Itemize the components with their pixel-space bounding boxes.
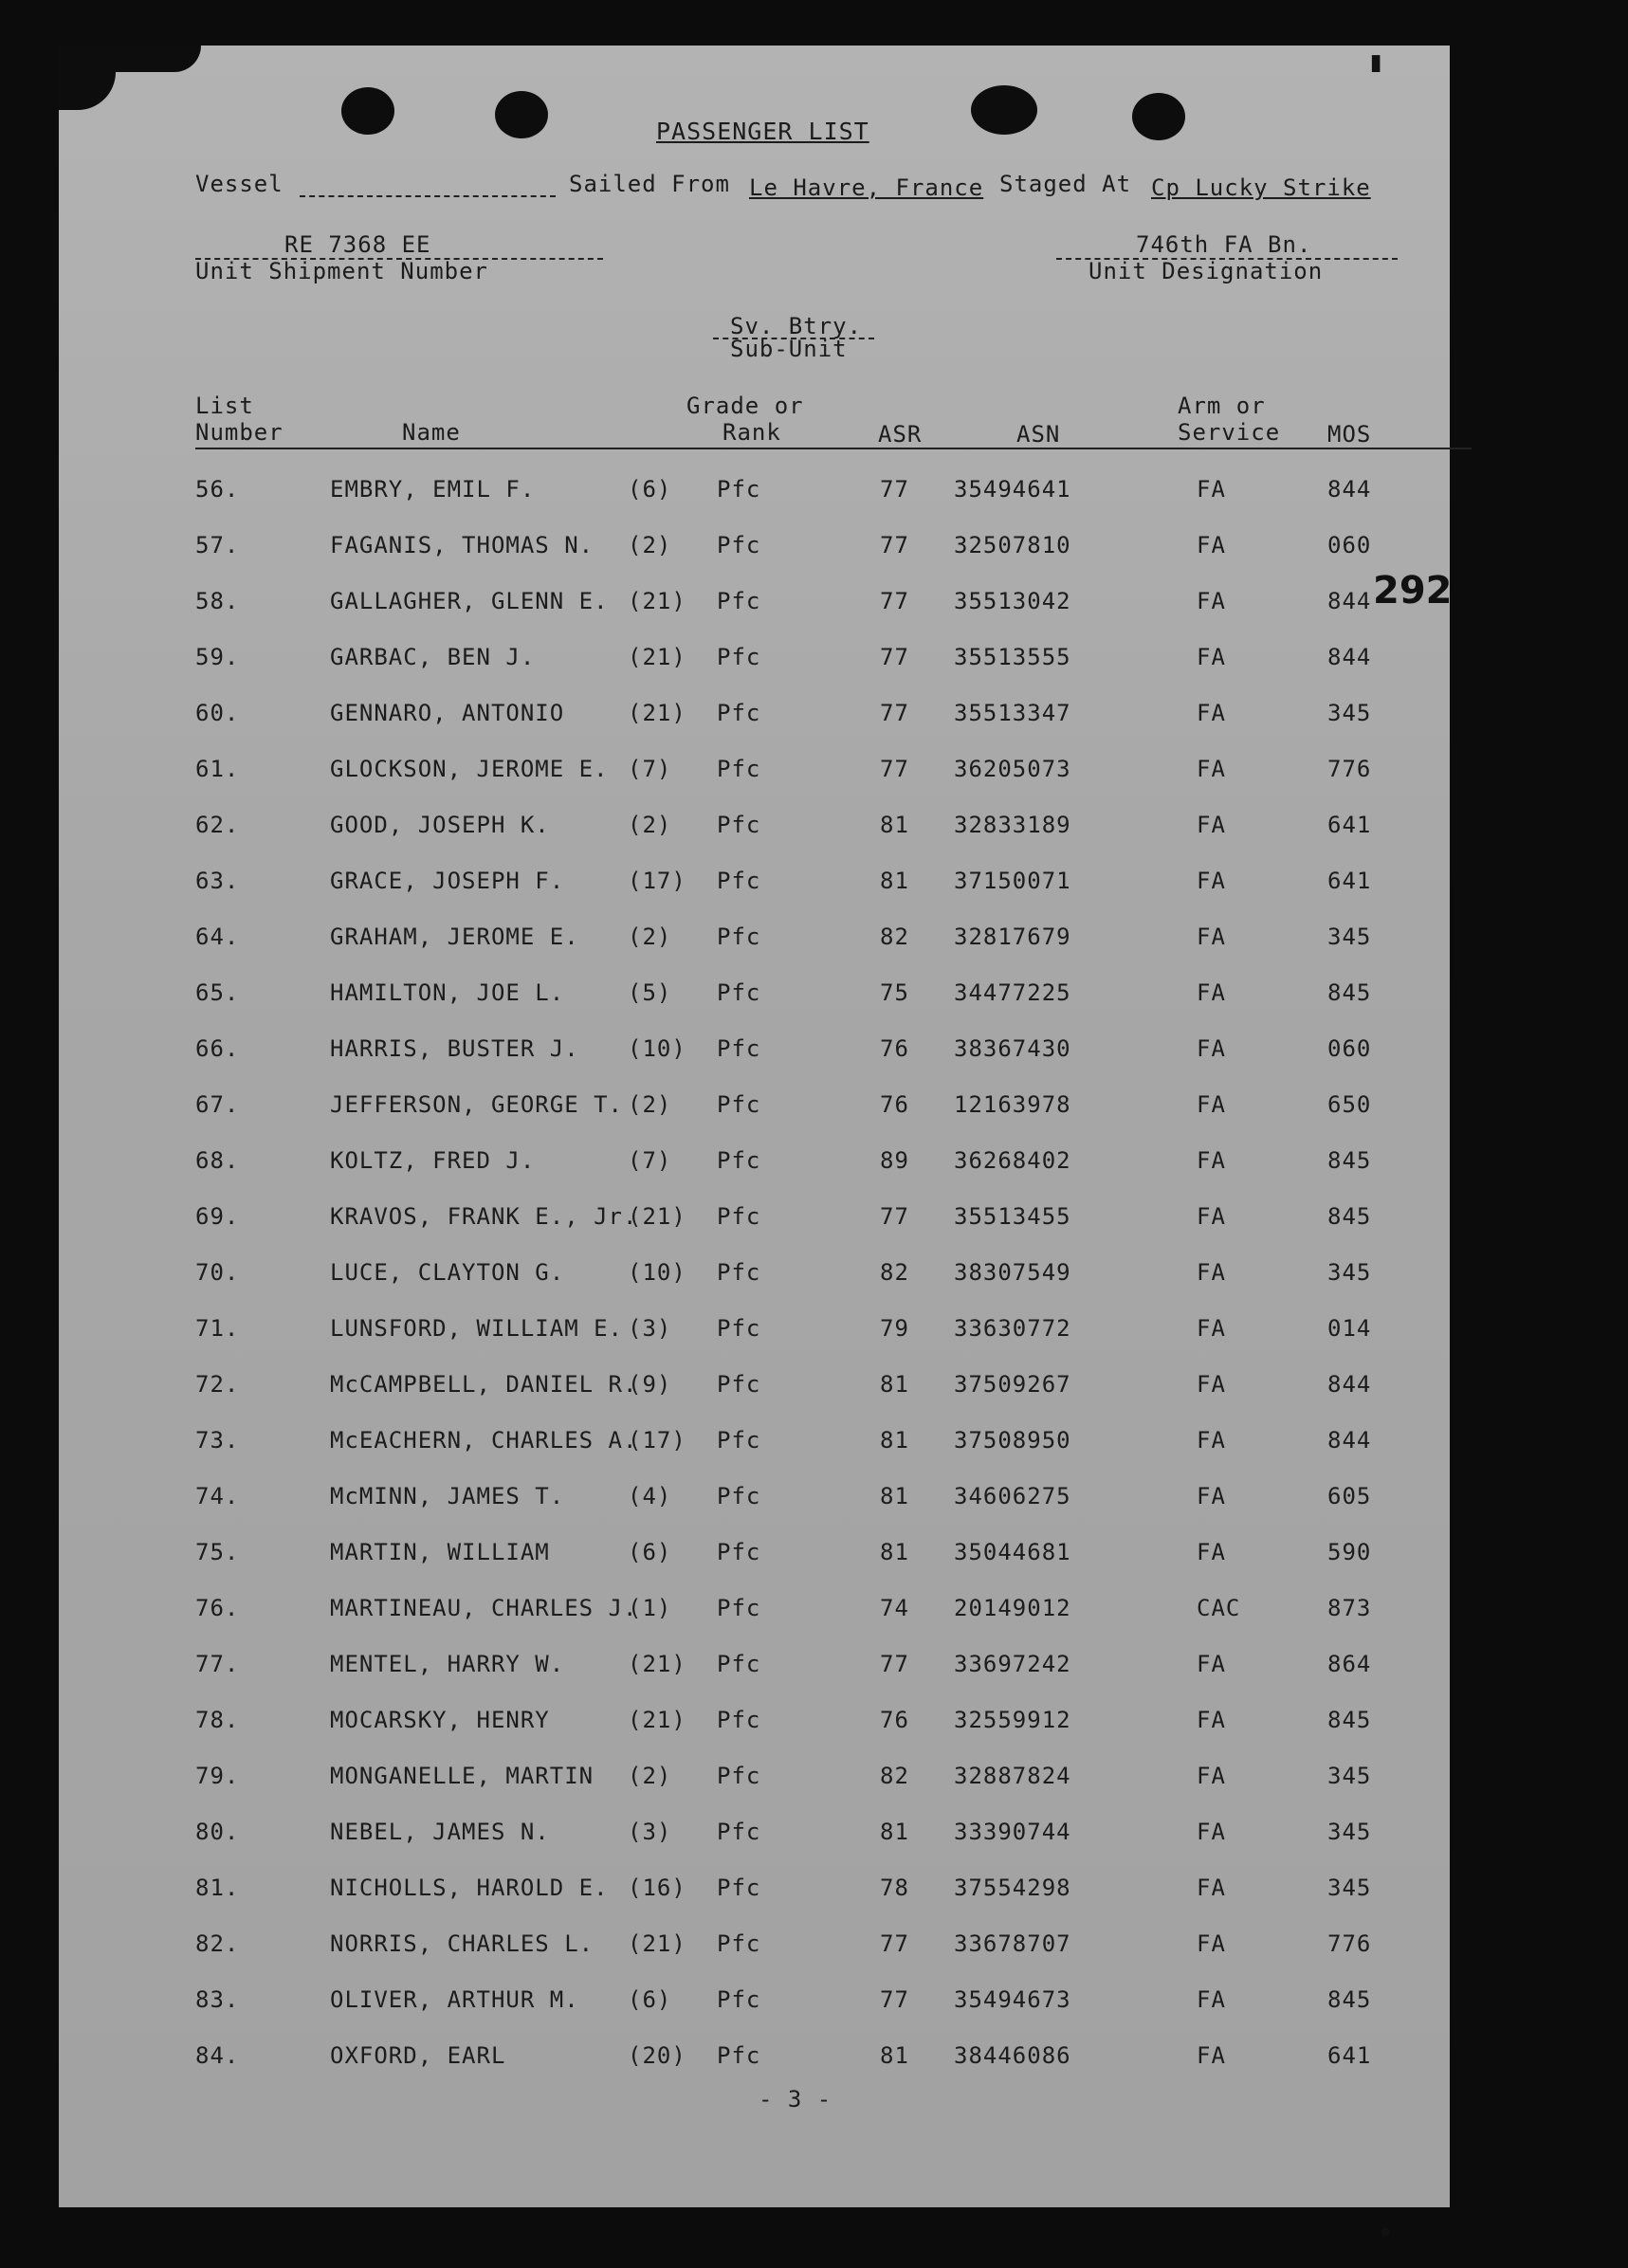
table-row (59, 2042, 1450, 2080)
asr: 74 (880, 1595, 909, 1621)
arm-or-service: FA (1197, 1819, 1226, 1845)
vessel-line (300, 195, 556, 197)
grade-code: (6) (628, 1986, 672, 2013)
list-number: 72. (195, 1371, 240, 1398)
table-row (59, 1707, 1450, 1745)
list-number: 81. (195, 1875, 240, 1901)
table-row (59, 588, 1450, 626)
table-row (59, 1147, 1450, 1185)
list-number: 82. (195, 1930, 240, 1957)
grade-code: (1) (628, 1595, 672, 1621)
list-number: 59. (195, 644, 240, 670)
mos: 345 (1327, 1763, 1372, 1789)
asn: 35513347 (954, 700, 1071, 726)
arm-or-service: FA (1197, 1539, 1226, 1565)
header-rule (195, 448, 1472, 449)
passenger-name: MENTEL, HARRY W. (330, 1651, 565, 1677)
header-grade: Grade or (686, 393, 804, 419)
mos: 776 (1327, 1930, 1372, 1957)
asn: 33630772 (954, 1315, 1071, 1342)
grade-code: (2) (628, 532, 672, 558)
asr: 77 (880, 1930, 909, 1957)
asr: 76 (880, 1035, 909, 1062)
passenger-name: MARTINEAU, CHARLES J. (330, 1595, 638, 1621)
asr: 77 (880, 476, 909, 503)
asn: 32887824 (954, 1763, 1071, 1789)
asn: 35494641 (954, 476, 1071, 503)
passenger-name: EMBRY, EMIL F. (330, 476, 536, 503)
asr: 81 (880, 2042, 909, 2069)
arm-or-service: FA (1197, 1371, 1226, 1398)
asr: 76 (880, 1707, 909, 1733)
arm-or-service: FA (1197, 979, 1226, 1006)
table-row (59, 1483, 1450, 1521)
staged-at-label: Staged At (999, 171, 1132, 197)
asr: 78 (880, 1875, 909, 1901)
list-number: 71. (195, 1315, 240, 1342)
list-number: 83. (195, 1986, 240, 2013)
asr: 81 (880, 812, 909, 838)
unit-shipment-number-value: RE 7368 EE (284, 231, 431, 258)
list-number: 58. (195, 588, 240, 614)
passenger-name: MONGANELLE, MARTIN (330, 1763, 594, 1789)
mos: 590 (1327, 1539, 1372, 1565)
passenger-name: McMINN, JAMES T. (330, 1483, 565, 1509)
asr: 77 (880, 1203, 909, 1230)
passenger-name: GENNARO, ANTONIO (330, 700, 565, 726)
asr: 81 (880, 1371, 909, 1398)
table-row (59, 700, 1450, 738)
grade-code: (21) (628, 700, 686, 726)
arm-or-service: FA (1197, 644, 1226, 670)
table-row (59, 1315, 1450, 1353)
mos: 641 (1327, 2042, 1372, 2069)
asn: 32817679 (954, 924, 1071, 950)
grade-code: (10) (628, 1259, 686, 1286)
mos: 844 (1327, 1371, 1372, 1398)
rank: Pfc (717, 1203, 761, 1230)
passenger-name: NEBEL, JAMES N. (330, 1819, 550, 1845)
rank: Pfc (717, 1147, 761, 1174)
arm-or-service: FA (1197, 1986, 1226, 2013)
arm-or-service: FA (1197, 1315, 1226, 1342)
list-number: 63. (195, 868, 240, 894)
list-number: 56. (195, 476, 240, 503)
grade-code: (7) (628, 1147, 672, 1174)
asr: 75 (880, 979, 909, 1006)
asr: 81 (880, 1539, 909, 1565)
asr: 81 (880, 1483, 909, 1509)
grade-code: (21) (628, 588, 686, 614)
rank: Pfc (717, 1875, 761, 1901)
asr: 89 (880, 1147, 909, 1174)
asr: 82 (880, 1763, 909, 1789)
asn: 34606275 (954, 1483, 1071, 1509)
table-row (59, 1819, 1450, 1856)
asn: 35494673 (954, 1986, 1071, 2013)
arm-or-service: FA (1197, 588, 1226, 614)
table-row (59, 924, 1450, 961)
header-mos: MOS (1327, 421, 1372, 448)
list-number: 78. (195, 1707, 240, 1733)
mos: 641 (1327, 868, 1372, 894)
grade-code: (4) (628, 1483, 672, 1509)
passenger-list-page (59, 46, 1453, 2250)
rank: Pfc (717, 1651, 761, 1677)
list-number: 68. (195, 1147, 240, 1174)
asn: 12163978 (954, 1091, 1071, 1118)
mos: 873 (1327, 1595, 1372, 1621)
header-arm: Service (1178, 419, 1281, 446)
list-number: 65. (195, 979, 240, 1006)
header-list-number: List (195, 393, 254, 419)
passenger-name: GALLAGHER, GLENN E. (330, 588, 609, 614)
mos: 345 (1327, 1819, 1372, 1845)
asn: 37509267 (954, 1371, 1071, 1398)
grade-code: (6) (628, 476, 672, 503)
rank: Pfc (717, 1315, 761, 1342)
sub-unit-label: Sub-Unit (730, 336, 848, 362)
mos: 345 (1327, 1875, 1372, 1901)
mos: 844 (1327, 644, 1372, 670)
passenger-name: GRACE, JOSEPH F. (330, 868, 565, 894)
grade-code: (7) (628, 756, 672, 782)
list-number: 75. (195, 1539, 240, 1565)
ink-mark: ▮ (1367, 46, 1385, 79)
arm-or-service: FA (1197, 1203, 1226, 1230)
mos: 641 (1327, 812, 1372, 838)
rank: Pfc (717, 1707, 761, 1733)
header-name: Name (402, 419, 461, 446)
rank: Pfc (717, 1259, 761, 1286)
staged-at-value: Cp Lucky Strike (1151, 174, 1371, 201)
mos: 845 (1327, 979, 1372, 1006)
rank: Pfc (717, 1930, 761, 1957)
grade-code: (2) (628, 924, 672, 950)
table-row (59, 532, 1450, 570)
grade-code: (2) (628, 1763, 672, 1789)
unit-designation-label: Unit Designation (1088, 258, 1324, 284)
list-number: 60. (195, 700, 240, 726)
passenger-name: McCAMPBELL, DANIEL R. (330, 1371, 638, 1398)
asr: 81 (880, 1427, 909, 1454)
list-number: 80. (195, 1819, 240, 1845)
table-row (59, 1875, 1450, 1912)
grade-code: (21) (628, 1203, 686, 1230)
torn-corner (59, 46, 201, 72)
asn: 36205073 (954, 756, 1071, 782)
header-asr: ASR (878, 421, 923, 448)
asn: 35513455 (954, 1203, 1071, 1230)
arm-or-service: FA (1197, 2042, 1226, 2069)
header-list-number: Number (195, 419, 284, 446)
passenger-name: McEACHERN, CHARLES A. (330, 1427, 638, 1454)
table-row (59, 1427, 1450, 1465)
grade-code: (2) (628, 1091, 672, 1118)
table-row (59, 476, 1450, 514)
table-row (59, 1091, 1450, 1129)
punch-hole (495, 91, 548, 138)
asr: 77 (880, 700, 909, 726)
asn: 35044681 (954, 1539, 1071, 1565)
rank: Pfc (717, 1539, 761, 1565)
asn: 33697242 (954, 1651, 1071, 1677)
arm-or-service: FA (1197, 1930, 1226, 1957)
passenger-name: GOOD, JOSEPH K. (330, 812, 550, 838)
passenger-name: GRAHAM, JEROME E. (330, 924, 579, 950)
page-number: - 3 - (759, 2086, 832, 2113)
asn: 35513042 (954, 588, 1071, 614)
grade-code: (3) (628, 1819, 672, 1845)
table-row (59, 1930, 1450, 1968)
grade-code: (2) (628, 812, 672, 838)
grade-code: (16) (628, 1875, 686, 1901)
mos: 844 (1327, 476, 1372, 503)
header-arm: Arm or (1178, 393, 1266, 419)
asn: 33390744 (954, 1819, 1071, 1845)
passenger-name: MOCARSKY, HENRY (330, 1707, 550, 1733)
vessel-label: Vessel (195, 171, 284, 197)
passenger-name: KRAVOS, FRANK E., Jr. (330, 1203, 638, 1230)
mos: 845 (1327, 1203, 1372, 1230)
arm-or-service: FA (1197, 1147, 1226, 1174)
asr: 82 (880, 924, 909, 950)
asn: 37554298 (954, 1875, 1071, 1901)
arm-or-service: FA (1197, 868, 1226, 894)
asn: 38446086 (954, 2042, 1071, 2069)
list-number: 57. (195, 532, 240, 558)
torn-corner (59, 72, 116, 110)
asn: 32833189 (954, 812, 1071, 838)
arm-or-service: FA (1197, 924, 1226, 950)
rank: Pfc (717, 1091, 761, 1118)
mos: 844 (1327, 588, 1372, 614)
asr: 79 (880, 1315, 909, 1342)
asr: 77 (880, 644, 909, 670)
arm-or-service: FA (1197, 1483, 1226, 1509)
arm-or-service: FA (1197, 1427, 1226, 1454)
passenger-name: FAGANIS, THOMAS N. (330, 532, 594, 558)
grade-code: (20) (628, 2042, 686, 2069)
list-number: 61. (195, 756, 240, 782)
rank: Pfc (717, 700, 761, 726)
table-row (59, 868, 1450, 905)
rank: Pfc (717, 532, 761, 558)
grade-code: (21) (628, 1930, 686, 1957)
asr: 76 (880, 1091, 909, 1118)
table-row (59, 1763, 1450, 1801)
list-number: 73. (195, 1427, 240, 1454)
table-row (59, 644, 1450, 682)
arm-or-service: FA (1197, 1875, 1226, 1901)
table-row (59, 1035, 1450, 1073)
list-number: 76. (195, 1595, 240, 1621)
rank: Pfc (717, 644, 761, 670)
grade-code: (6) (628, 1539, 672, 1565)
rank: Pfc (717, 1371, 761, 1398)
rank: Pfc (717, 812, 761, 838)
list-number: 64. (195, 924, 240, 950)
unit-shipment-number-label: Unit Shipment Number (195, 258, 488, 284)
asn: 37508950 (954, 1427, 1071, 1454)
table-row (59, 1539, 1450, 1577)
table-row (59, 1259, 1450, 1297)
mos: 014 (1327, 1315, 1372, 1342)
mos: 060 (1327, 532, 1372, 558)
mos: 345 (1327, 700, 1372, 726)
arm-or-service: FA (1197, 1651, 1226, 1677)
asn: 35513555 (954, 644, 1071, 670)
asr: 82 (880, 1259, 909, 1286)
arm-or-service: FA (1197, 476, 1226, 503)
arm-or-service: FA (1197, 700, 1226, 726)
mos: 060 (1327, 1035, 1372, 1062)
rank: Pfc (717, 1035, 761, 1062)
punch-hole (1132, 93, 1185, 140)
passenger-name: OXFORD, EARL (330, 2042, 506, 2069)
rank: Pfc (717, 588, 761, 614)
table-row (59, 756, 1450, 794)
passenger-name: JEFFERSON, GEORGE T. (330, 1091, 623, 1118)
table-row (59, 979, 1450, 1017)
grade-code: (5) (628, 979, 672, 1006)
document-title: PASSENGER LIST (656, 118, 869, 145)
list-number: 70. (195, 1259, 240, 1286)
asn: 33678707 (954, 1930, 1071, 1957)
arm-or-service: FA (1197, 1035, 1226, 1062)
passenger-name: NICHOLLS, HAROLD E. (330, 1875, 609, 1901)
rank: Pfc (717, 979, 761, 1006)
table-row (59, 812, 1450, 850)
list-number: 62. (195, 812, 240, 838)
asr: 77 (880, 1651, 909, 1677)
asn: 34477225 (954, 979, 1071, 1006)
grade-code: (21) (628, 1707, 686, 1733)
mos: 345 (1327, 924, 1372, 950)
asn: 32559912 (954, 1707, 1071, 1733)
asr: 81 (880, 868, 909, 894)
arm-or-service: CAC (1197, 1595, 1241, 1621)
rank: Pfc (717, 2042, 761, 2069)
table-row (59, 1595, 1450, 1633)
passenger-name: HAMILTON, JOE L. (330, 979, 565, 1006)
grade-code: (17) (628, 1427, 686, 1454)
grade-code: (10) (628, 1035, 686, 1062)
arm-or-service: FA (1197, 532, 1226, 558)
grade-code: (21) (628, 644, 686, 670)
asr: 77 (880, 1986, 909, 2013)
passenger-name: MARTIN, WILLIAM (330, 1539, 550, 1565)
arm-or-service: FA (1197, 1763, 1226, 1789)
mos: 845 (1327, 1707, 1372, 1733)
rank: Pfc (717, 1427, 761, 1454)
mos: 605 (1327, 1483, 1372, 1509)
sailed-from-label: Sailed From (569, 171, 730, 197)
mos: 345 (1327, 1259, 1372, 1286)
passenger-name: GARBAC, BEN J. (330, 644, 536, 670)
arm-or-service: FA (1197, 1707, 1226, 1733)
asn: 38307549 (954, 1259, 1071, 1286)
passenger-name: GLOCKSON, JEROME E. (330, 756, 609, 782)
arm-or-service: FA (1197, 1091, 1226, 1118)
header-grade: Rank (723, 419, 781, 446)
arm-or-service: FA (1197, 1259, 1226, 1286)
rank: Pfc (717, 1819, 761, 1845)
asr: 77 (880, 532, 909, 558)
header-asn: ASN (1016, 421, 1061, 448)
asn: 36268402 (954, 1147, 1071, 1174)
grade-code: (17) (628, 868, 686, 894)
list-number: 74. (195, 1483, 240, 1509)
rank: Pfc (717, 1986, 761, 2013)
rank: Pfc (717, 476, 761, 503)
asr: 81 (880, 1819, 909, 1845)
list-number: 77. (195, 1651, 240, 1677)
stamp-number: 292 (1373, 569, 1453, 613)
sub-unit-value: Sv. Btry. (730, 313, 863, 339)
asr: 77 (880, 756, 909, 782)
rank: Pfc (717, 924, 761, 950)
passenger-name: LUCE, CLAYTON G. (330, 1259, 565, 1286)
list-number: 79. (195, 1763, 240, 1789)
asn: 37150071 (954, 868, 1071, 894)
punch-hole (971, 85, 1037, 135)
mos: 650 (1327, 1091, 1372, 1118)
asn: 32507810 (954, 532, 1071, 558)
mos: 845 (1327, 1986, 1372, 2013)
mos: 844 (1327, 1427, 1372, 1454)
asn: 38367430 (954, 1035, 1071, 1062)
table-row (59, 1651, 1450, 1689)
mos: 776 (1327, 756, 1372, 782)
list-number: 66. (195, 1035, 240, 1062)
grade-code: (9) (628, 1371, 672, 1398)
mos: 845 (1327, 1147, 1372, 1174)
rank: Pfc (717, 1595, 761, 1621)
list-number: 69. (195, 1203, 240, 1230)
passenger-name: HARRIS, BUSTER J. (330, 1035, 579, 1062)
grade-code: (3) (628, 1315, 672, 1342)
table-row (59, 1986, 1450, 2024)
asr: 77 (880, 588, 909, 614)
table-row (59, 1203, 1450, 1241)
rank: Pfc (717, 1763, 761, 1789)
table-row (59, 1371, 1450, 1409)
passenger-name: NORRIS, CHARLES L. (330, 1930, 594, 1957)
arm-or-service: FA (1197, 756, 1226, 782)
ink-mark: • (1377, 2217, 1395, 2250)
rank: Pfc (717, 868, 761, 894)
passenger-name: OLIVER, ARTHUR M. (330, 1986, 579, 2013)
sailed-from-value: Le Havre, France (749, 174, 984, 201)
asn: 20149012 (954, 1595, 1071, 1621)
grade-code: (21) (628, 1651, 686, 1677)
unit-designation-value: 746th FA Bn. (1136, 231, 1312, 258)
list-number: 67. (195, 1091, 240, 1118)
arm-or-service: FA (1197, 812, 1226, 838)
passenger-name: KOLTZ, FRED J. (330, 1147, 536, 1174)
punch-hole (341, 87, 394, 135)
list-number: 84. (195, 2042, 240, 2069)
mos: 864 (1327, 1651, 1372, 1677)
rank: Pfc (717, 756, 761, 782)
passenger-name: LUNSFORD, WILLIAM E. (330, 1315, 623, 1342)
rank: Pfc (717, 1483, 761, 1509)
